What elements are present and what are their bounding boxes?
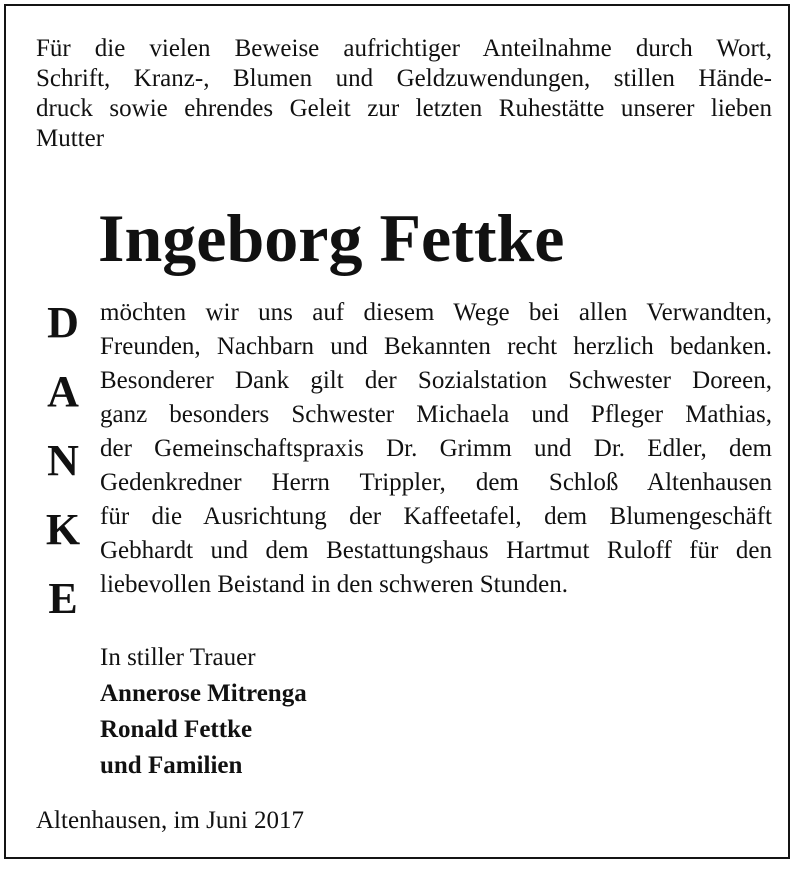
- thanks-line: liebevollen Beistand in den schweren Stunden.: [100, 571, 568, 598]
- thanks-line: Besonderer Dank gilt der Sozialstation Schwester Doreen,: [100, 367, 772, 394]
- danke-letter-d: D: [47, 298, 79, 347]
- deceased-name: Ingeborg Fettke: [98, 200, 565, 276]
- danke-letter-a: A: [47, 367, 79, 416]
- signature-name: und Familien: [100, 752, 243, 779]
- thanks-line: Gebhardt und dem Bestattungshaus Hartmut Ruloff für den: [100, 537, 772, 564]
- danke-letter-e: E: [48, 574, 78, 623]
- thanks-line: für die Ausrichtung der Kaffeetafel, dem Blumengeschäft: [100, 503, 772, 530]
- notice-frame: [4, 4, 790, 859]
- thanks-line: ganz besonders Schwester Michaela und Pfleger Mathias,: [100, 401, 772, 428]
- signature-name: Ronald Fettke: [100, 716, 253, 743]
- signature-name: Annerose Mitrenga: [100, 680, 307, 707]
- danke-letter-n: N: [47, 436, 79, 485]
- thanks-line: möchten wir uns auf diesem Wege bei allen Verwandten,: [100, 299, 772, 326]
- signature-intro: In stiller Trauer: [100, 644, 256, 671]
- thanks-line: der Gemeinschaftspraxis Dr. Grimm und Dr. Edler, dem: [100, 435, 772, 462]
- thanks-line: Freunden, Nachbarn und Bekannten recht herzlich bedanken.: [100, 333, 772, 360]
- place-date: Altenhausen, im Juni 2017: [36, 807, 305, 834]
- intro-line: Für die vielen Beweise aufrichtiger Anteilnahme durch Wort,: [36, 35, 772, 62]
- intro-line: Mutter: [36, 125, 105, 152]
- danke-letter-k: K: [45, 505, 81, 554]
- thanks-line: Gedenkredner Herrn Trippler, dem Schloß Altenhausen: [100, 469, 772, 496]
- intro-line: druck sowie ehrendes Geleit zur letzten Ruhestätte unserer lieben: [36, 95, 772, 122]
- intro-line: Schrift, Kranz-, Blumen und Geldzuwendungen, stillen Hände-: [36, 65, 772, 92]
